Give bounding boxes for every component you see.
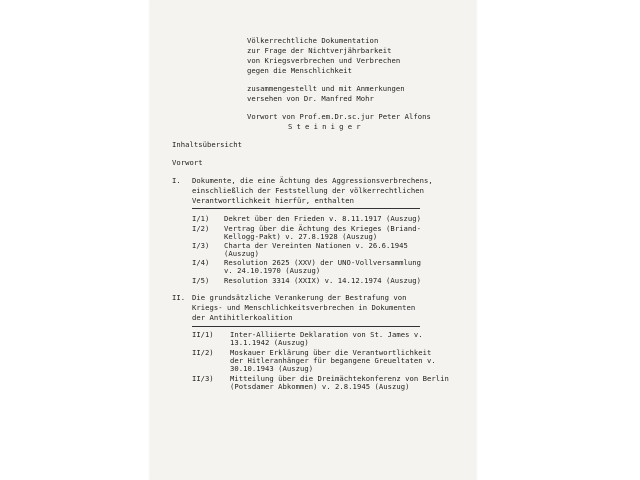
vorwort-entry: Vorwort xyxy=(172,158,203,167)
item-text: Charta der Vereinten Nationen v. 26.6.1945 xyxy=(224,241,408,250)
item-code: II/3) xyxy=(192,374,214,383)
section-heading-line: einschließlich der Feststellung der völkerrechtlichen xyxy=(192,186,424,195)
title-line-2: zur Frage der Nichtverjährbarkeit xyxy=(247,46,392,55)
title-line-3: von Kriegsverbrechen und Verbrechen xyxy=(247,56,401,65)
toc-heading: Inhaltsübersicht xyxy=(172,140,243,149)
section-heading-line: der Antihitlerkoalition xyxy=(192,313,293,322)
item-text: Mitteilung über die Dreimächtekonferenz von Berlin xyxy=(230,374,449,383)
item-code: I/5) xyxy=(192,276,210,285)
item-text: Resolution 2625 (XXV) der UNO-Vollversammlung xyxy=(224,258,421,267)
section-underline xyxy=(192,326,420,327)
item-text: v. 24.10.1970 (Auszug) xyxy=(224,266,321,275)
section-underline xyxy=(192,208,420,209)
section-heading-line: Die grundsätzliche Verankerung der Bestrafung von xyxy=(192,293,407,302)
item-text: 13.1.1942 (Auszug) xyxy=(230,338,309,347)
section-heading-line: Verantwortlichkeit hierfür, enthalten xyxy=(192,196,354,205)
item-text: 30.10.1943 (Auszug) xyxy=(230,364,314,373)
item-text: (Auszug) xyxy=(224,249,260,258)
item-code: I/3) xyxy=(192,241,210,250)
title-line-1: Völkerrechtliche Dokumentation xyxy=(247,36,379,45)
item-text: Vertrag über die Ächtung des Krieges (Briand- xyxy=(224,224,421,233)
item-text: Kellogg-Pakt) v. 27.8.1928 (Auszug) xyxy=(224,232,378,241)
item-text: Inter-Alliierte Deklaration von St. James v. xyxy=(230,330,423,339)
item-text: Dekret über den Frieden v. 8.11.1917 (Auszug) xyxy=(224,214,421,223)
item-code: I/1) xyxy=(192,214,210,223)
item-text: (Potsdamer Abkommen) v. 2.8.1945 (Auszug) xyxy=(230,382,410,391)
section-heading-line: Dokumente, die eine Ächtung des Aggressionsverbrechens, xyxy=(192,176,433,185)
item-code: II/2) xyxy=(192,348,214,357)
document-page xyxy=(150,0,476,480)
section-heading-line: Kriegs- und Menschlichkeitsverbrechen in Dokumenten xyxy=(192,303,416,312)
item-text: der Hitleranhänger für begangene Greueltaten v. xyxy=(230,356,436,365)
title-line-4: gegen die Menschlichkeit xyxy=(247,66,353,75)
item-code: II/1) xyxy=(192,330,214,339)
item-code: I/2) xyxy=(192,224,210,233)
preface-surname: Steiniger xyxy=(288,122,365,131)
section-numeral: I. xyxy=(172,176,181,185)
preface-line: Vorwort von Prof.em.Dr.sc.jur Peter Alfons xyxy=(247,112,431,121)
item-code: I/4) xyxy=(192,258,210,267)
compiled-line-2: versehen von Dr. Manfred Mohr xyxy=(247,94,374,103)
item-text: Moskauer Erklärung über die Verantwortlichkeit xyxy=(230,348,432,357)
item-text: Resolution 3314 (XXIX) v. 14.12.1974 (Auszug) xyxy=(224,276,421,285)
section-numeral: II. xyxy=(172,293,186,302)
compiled-line-1: zusammengestellt und mit Anmerkungen xyxy=(247,84,405,93)
